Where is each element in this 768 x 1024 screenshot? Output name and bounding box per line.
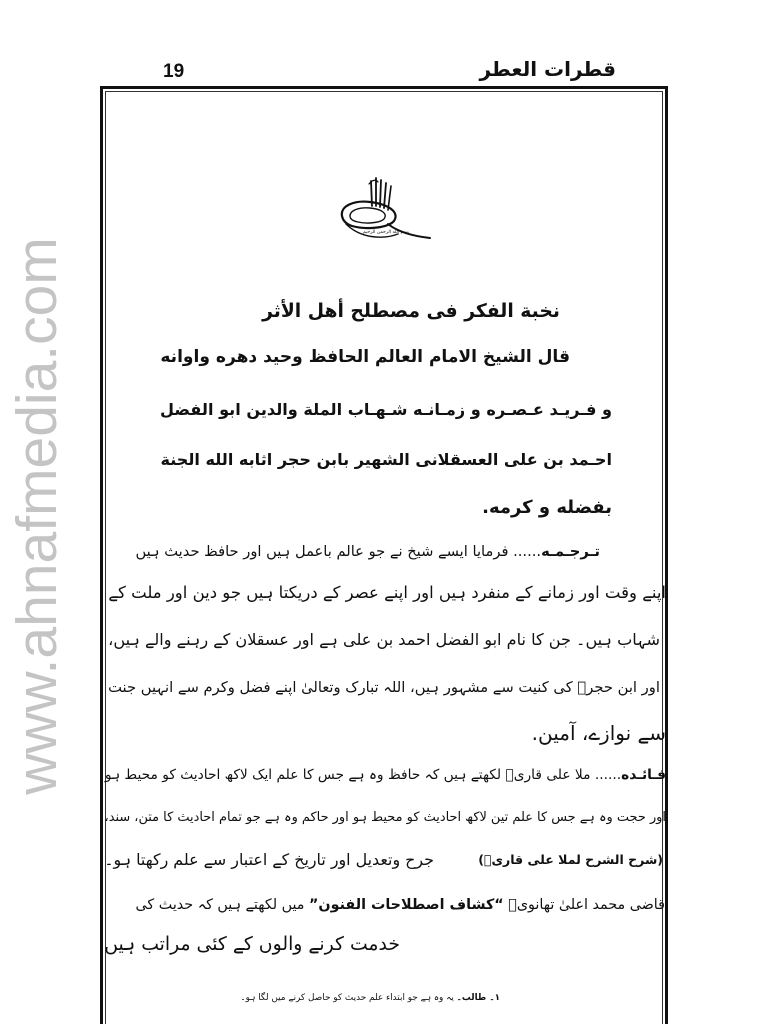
- arabic-line-text: احـمد بن على العسقلانى الشهير بابن حجر اثابه الله الجنة: [160, 450, 612, 469]
- rank-item-1: [240, 978, 500, 1018]
- arabic-line-3: [160, 440, 612, 480]
- page-number: 19: [163, 61, 185, 82]
- arabic-line-text: قال الشيخ الامام العالم الحافظ وحيد دهره واوانه: [160, 347, 570, 367]
- rank-item-text: [240, 978, 500, 1018]
- translation-label: تـرجـمـه: [541, 543, 600, 560]
- arabic-line-text: و فـريـد عـصـره و زمـانـه شـهـاب الملة والدين ابو الفضل: [160, 400, 612, 419]
- kashaf-book-title: “کشاف اصطلاحات الفنون”: [309, 897, 504, 913]
- citation-text: (شرح الشرح لملا علی قاریؒ): [478, 852, 663, 867]
- benefit-line-3: [104, 840, 434, 880]
- translation-line-2: [108, 573, 666, 613]
- translation-line-text: سے نوازے، آمین.: [531, 721, 666, 745]
- benefit-line-1: [104, 755, 666, 795]
- benefit-line-2: [104, 798, 666, 838]
- kashaf-first-line: [136, 885, 665, 925]
- arabic-title: [262, 292, 560, 332]
- benefit-first-line: [105, 755, 666, 795]
- bismillah-text: بسم الله الرحمن الرحيم: [362, 230, 410, 235]
- watermark-url: www.ahnafmedia.com: [5, 237, 69, 795]
- translation-line-text: شہاب ہیں۔ جن کا نام ابو الفضل احمد بن علی ہے اور عسقلان کے رہنے والے ہیں،: [108, 630, 660, 649]
- translation-line-text: اپنے وقت اور زمانے کے منفرد ہیں اور اپنے عصر کے دریکتا ہیں جو دین اور ملت کے: [108, 583, 666, 602]
- translation-first-line: [135, 532, 600, 572]
- translation-first-line-text: ...... فرمایا ایسے شیخ نے جو عالم باعمل ہیں اور حافظ حدیث ہیں: [135, 543, 542, 560]
- bismillah-calligraphy-icon: [336, 176, 432, 248]
- translation-line-4: [108, 668, 660, 708]
- translation-line-1: [135, 532, 600, 572]
- running-title: قطرات العطر: [479, 57, 616, 81]
- kashaf-rest: میں لکھتے ہیں کہ حدیث کی: [135, 897, 305, 913]
- arabic-line-text: بفضله و كرمه.: [482, 497, 612, 518]
- rank-description: یہ وہ ہے جو ابتداء علم حدیث کو حاصل کرنے میں لگا ہو۔: [240, 993, 454, 1003]
- benefit-line-text: اور حجت وہ ہے جس کا علم تین لاکھ احادیث کو محیط ہو اور حاکم وہ ہے جو تمام احادیث کا متن، سند،: [104, 810, 666, 825]
- rank-label: ۱۔ طالب۔: [456, 993, 500, 1003]
- translation-line-3: [108, 620, 660, 660]
- kashaf-line-1: [135, 885, 665, 925]
- kashaf-lead: قاضی محمد اعلیٰ تھانویؒ: [508, 897, 665, 913]
- benefit-first-line-text: ...... ملا علی قاریؒ لکھتے ہیں کہ حافظ وہ ہے جس کا علم ایک لاکھ احادیث کو محیط ہو: [104, 767, 622, 783]
- benefit-label: فـائـده: [621, 767, 666, 783]
- kashaf-line-2: [104, 925, 400, 965]
- kashaf-line-text: خدمت کرنے والوں کے کئی مراتب ہیں: [104, 934, 400, 955]
- benefit-citation: [478, 840, 663, 880]
- arabic-line-4: [482, 488, 612, 528]
- arabic-line-1: [160, 337, 570, 377]
- translation-line-text: اور ابن حجرؒ کی کنیت سے مشہور ہیں، اللہ تبارک وتعالیٰ اپنے فضل وکرم سے انہیں جنت: [108, 679, 660, 696]
- benefit-line-text: جرح وتعدیل اور تاریخ کے اعتبار سے علم رکھتا ہو۔: [104, 850, 434, 869]
- arabic-line-2: [160, 390, 612, 430]
- translation-line-5: [520, 713, 666, 753]
- arabic-title-text: نخبة الفكر فى مصطلح أهل الأثر: [262, 301, 560, 322]
